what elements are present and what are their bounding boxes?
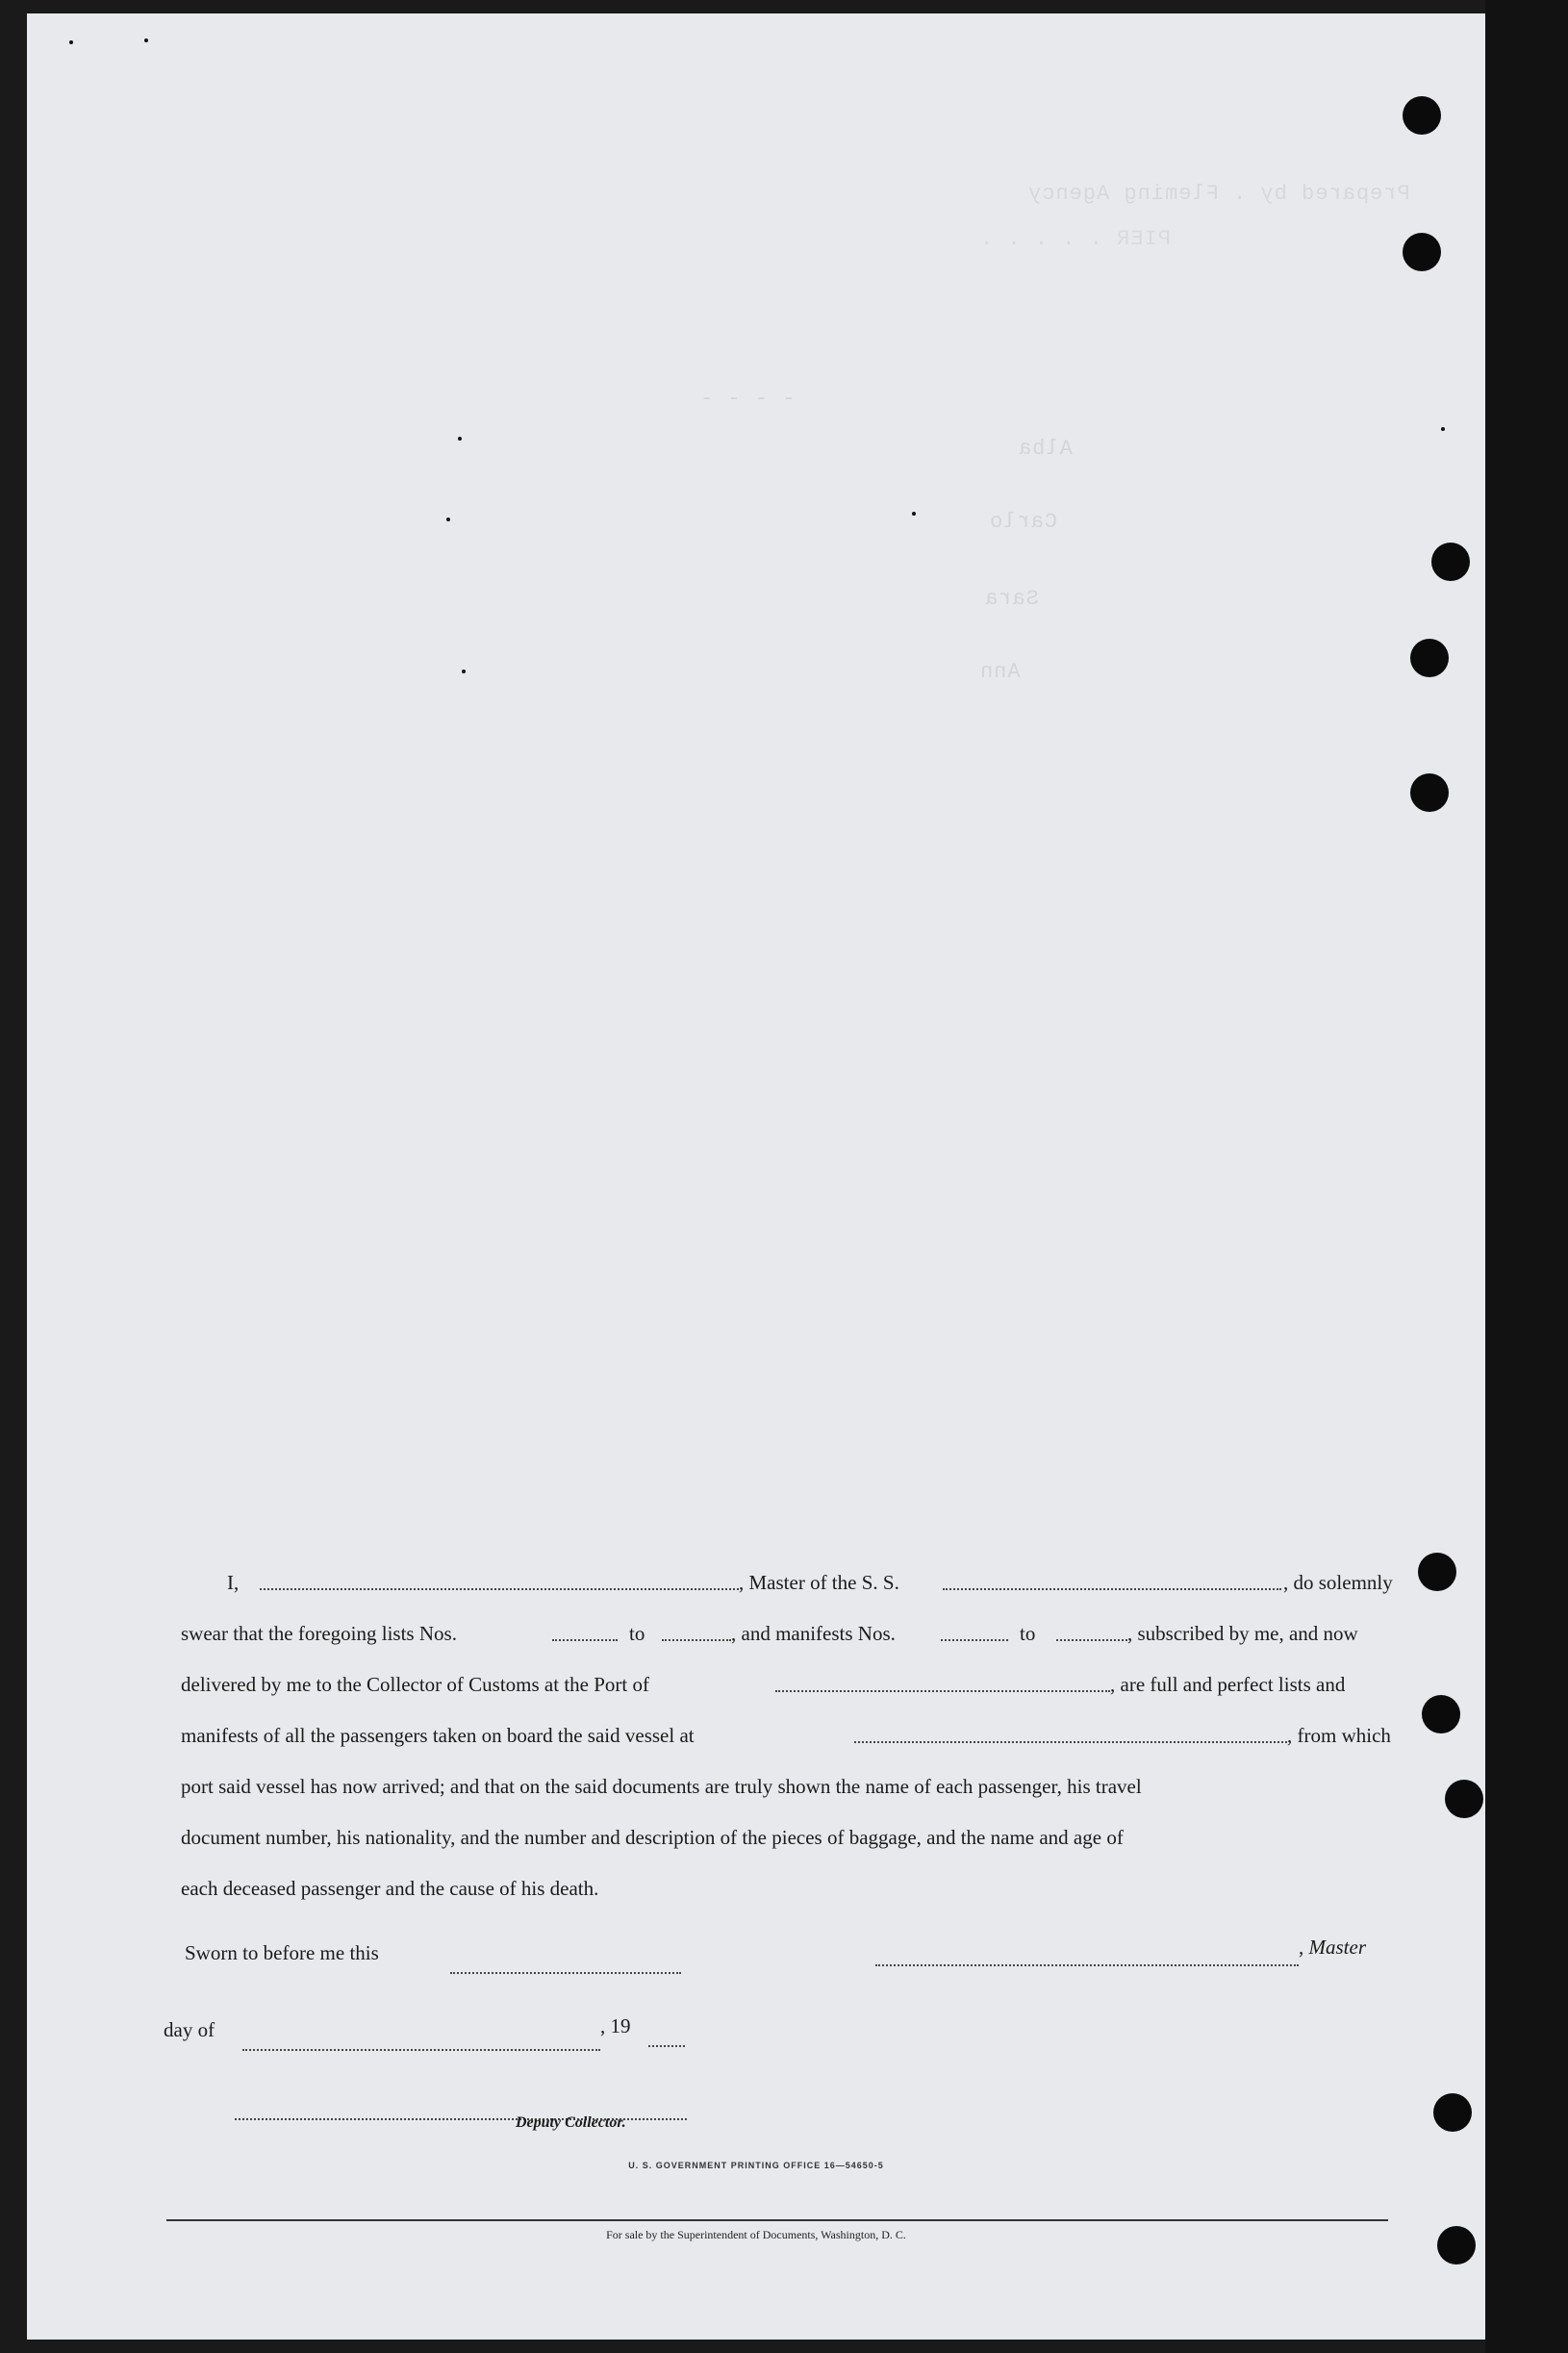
faint-entry: Ann — [979, 660, 1021, 684]
departure-port-blank — [854, 1724, 1287, 1743]
gpo-imprint: U. S. GOVERNMENT PRINTING OFFICE 16—54650-5 — [628, 2161, 884, 2170]
punch-hole — [1410, 773, 1449, 812]
oath-line — [181, 1659, 1412, 1710]
faint-entry: Sara — [984, 587, 1039, 611]
oath-text: to — [1020, 1622, 1036, 1645]
oath-text: , subscribed by me, and now — [1127, 1622, 1358, 1645]
oath-text: , do solemnly — [1283, 1571, 1393, 1594]
scan-edge — [1485, 0, 1568, 2353]
oath-text: each deceased passenger and the cause of his death. — [181, 1877, 599, 1900]
faint-header-line: Prepared by . Fleming Agency — [1027, 182, 1410, 206]
oath-text: manifests of all the passengers taken on board the said vessel at — [181, 1724, 695, 1747]
deputy-collector-label: Deputy Collector. — [516, 2114, 626, 2131]
punch-hole — [1403, 96, 1441, 135]
oath-line — [181, 1863, 1412, 1914]
oath-line — [181, 1608, 1412, 1659]
master-name-blank — [260, 1571, 739, 1590]
faint-subheader-line: PIER . . . . . — [979, 227, 1171, 251]
oath-text: , are full and perfect lists and — [1110, 1673, 1346, 1696]
manifest-to-blank — [1056, 1622, 1127, 1641]
year-blank — [648, 2028, 685, 2047]
speck — [69, 40, 73, 44]
faint-entry: Carlo — [989, 510, 1058, 534]
punch-hole — [1403, 233, 1441, 271]
master-signature-blank — [875, 1947, 1299, 1966]
year-label: , 19 — [600, 2014, 631, 2037]
punch-hole — [1410, 639, 1449, 677]
speck — [912, 512, 916, 516]
punch-hole — [1422, 1695, 1460, 1733]
oath-text: I, — [227, 1571, 240, 1594]
day-of-label: day of — [164, 2018, 215, 2041]
sworn-label: Sworn to before me this — [185, 1941, 379, 1964]
oath-line — [181, 1710, 1412, 1761]
punch-hole — [1418, 1553, 1456, 1591]
oath-text: , and manifests Nos. — [731, 1622, 896, 1645]
oath-text: , Master of the S. S. — [739, 1571, 899, 1594]
oath-line — [181, 1812, 1412, 1863]
oath-line — [181, 1761, 1412, 1812]
punch-hole — [1433, 2093, 1472, 2132]
oath-text: to — [629, 1622, 645, 1645]
speck — [462, 670, 466, 673]
month-blank — [242, 2032, 600, 2051]
faint-entry: - - - - — [700, 387, 797, 411]
list-to-blank — [662, 1622, 731, 1641]
punch-hole — [1445, 1780, 1483, 1818]
oath-block — [181, 1557, 1412, 1914]
oath-text: , from which — [1287, 1724, 1391, 1747]
master-label: , Master — [1299, 1936, 1366, 1959]
document-page — [27, 13, 1485, 2340]
manifest-from-blank — [941, 1622, 1008, 1641]
list-from-blank — [552, 1622, 618, 1641]
speck — [458, 437, 462, 441]
sale-notice: For sale by the Superintendent of Documents, Washington, D. C. — [606, 2228, 906, 2241]
oath-text: swear that the foregoing lists Nos. — [181, 1622, 457, 1645]
faint-entry: Alba — [1018, 437, 1073, 461]
footer-rule — [166, 2219, 1388, 2221]
oath-text: document number, his nationality, and the number and description of the pieces of baggage, and the name and age of — [181, 1826, 1124, 1849]
punch-hole — [1431, 543, 1470, 581]
port-blank — [775, 1673, 1110, 1692]
oath-text: delivered by me to the Collector of Customs at the Port of — [181, 1673, 649, 1696]
oath-text: port said vessel has now arrived; and that on the said documents are truly shown the name of each passenger, his travel — [181, 1775, 1142, 1798]
ship-name-blank — [943, 1571, 1281, 1590]
speck — [1441, 427, 1445, 431]
speck — [144, 38, 148, 42]
sworn-date-blank — [450, 1955, 681, 1974]
oath-line — [181, 1557, 1412, 1608]
speck — [446, 518, 450, 521]
